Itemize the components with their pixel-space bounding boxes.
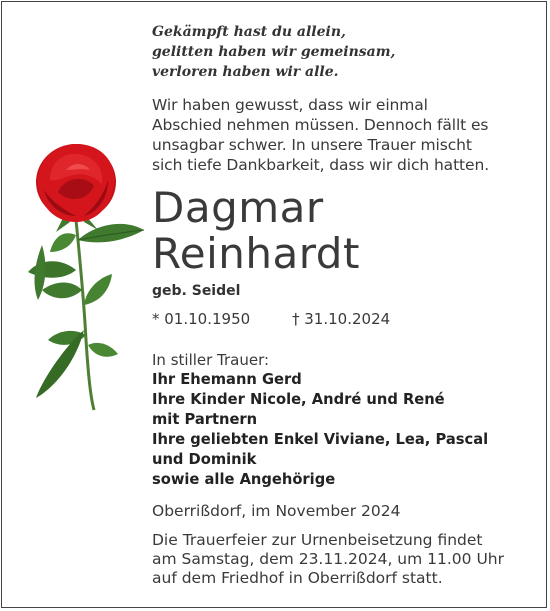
mourner-line: Ihre geliebten Enkel Viviane, Lea, Pascal (152, 431, 489, 448)
service-line: am Samstag, dem 23.11.2024, um 11.00 Uhr (152, 550, 504, 568)
intro-line: Abschied nehmen müssen. Dennoch fällt es (152, 116, 489, 134)
life-dates (152, 310, 532, 328)
birth-date: * 01.10.1950 (152, 310, 251, 328)
poem-line: Gekämpft hast du allein, (152, 24, 346, 40)
intro-text (152, 95, 532, 175)
mourners-lead: In stiller Trauer: (152, 351, 270, 369)
deceased-name (152, 185, 532, 277)
mourner-line: sowie alle Angehörige (152, 471, 336, 488)
mourner-line: Ihr Ehemann Gerd (152, 371, 302, 388)
mourner-line: und Dominik (152, 451, 257, 468)
poem-line: verloren haben wir alle. (152, 64, 339, 80)
place-date: Oberrißdorf, im November 2024 (152, 502, 401, 520)
mourner-line: Ihre Kinder Nicole, André und René (152, 391, 445, 408)
service-line: Die Trauerfeier zur Urnenbeisetzung findet (152, 531, 483, 549)
funeral-service-info (152, 531, 532, 588)
death-date: † 31.10.2024 (292, 310, 391, 328)
intro-line: sich tiefe Dankbarkeit, dass wir dich hatten. (152, 156, 490, 174)
intro-line: Wir haben gewusst, dass wir einmal (152, 96, 428, 114)
mourners (152, 350, 532, 490)
obituary-content (152, 22, 532, 588)
rose-image (14, 140, 154, 420)
birth-name: geb. Seidel (152, 283, 241, 299)
mourner-line: mit Partnern (152, 411, 258, 428)
first-name: Dagmar (152, 183, 324, 232)
last-name: Reinhardt (152, 229, 360, 278)
service-line: auf dem Friedhof in Oberrißdorf statt. (152, 569, 443, 587)
intro-line: unsagbar schwer. In unsere Trauer mischt (152, 136, 472, 154)
poem-line: gelitten haben wir gemeinsam, (152, 44, 396, 60)
poem (152, 22, 532, 82)
